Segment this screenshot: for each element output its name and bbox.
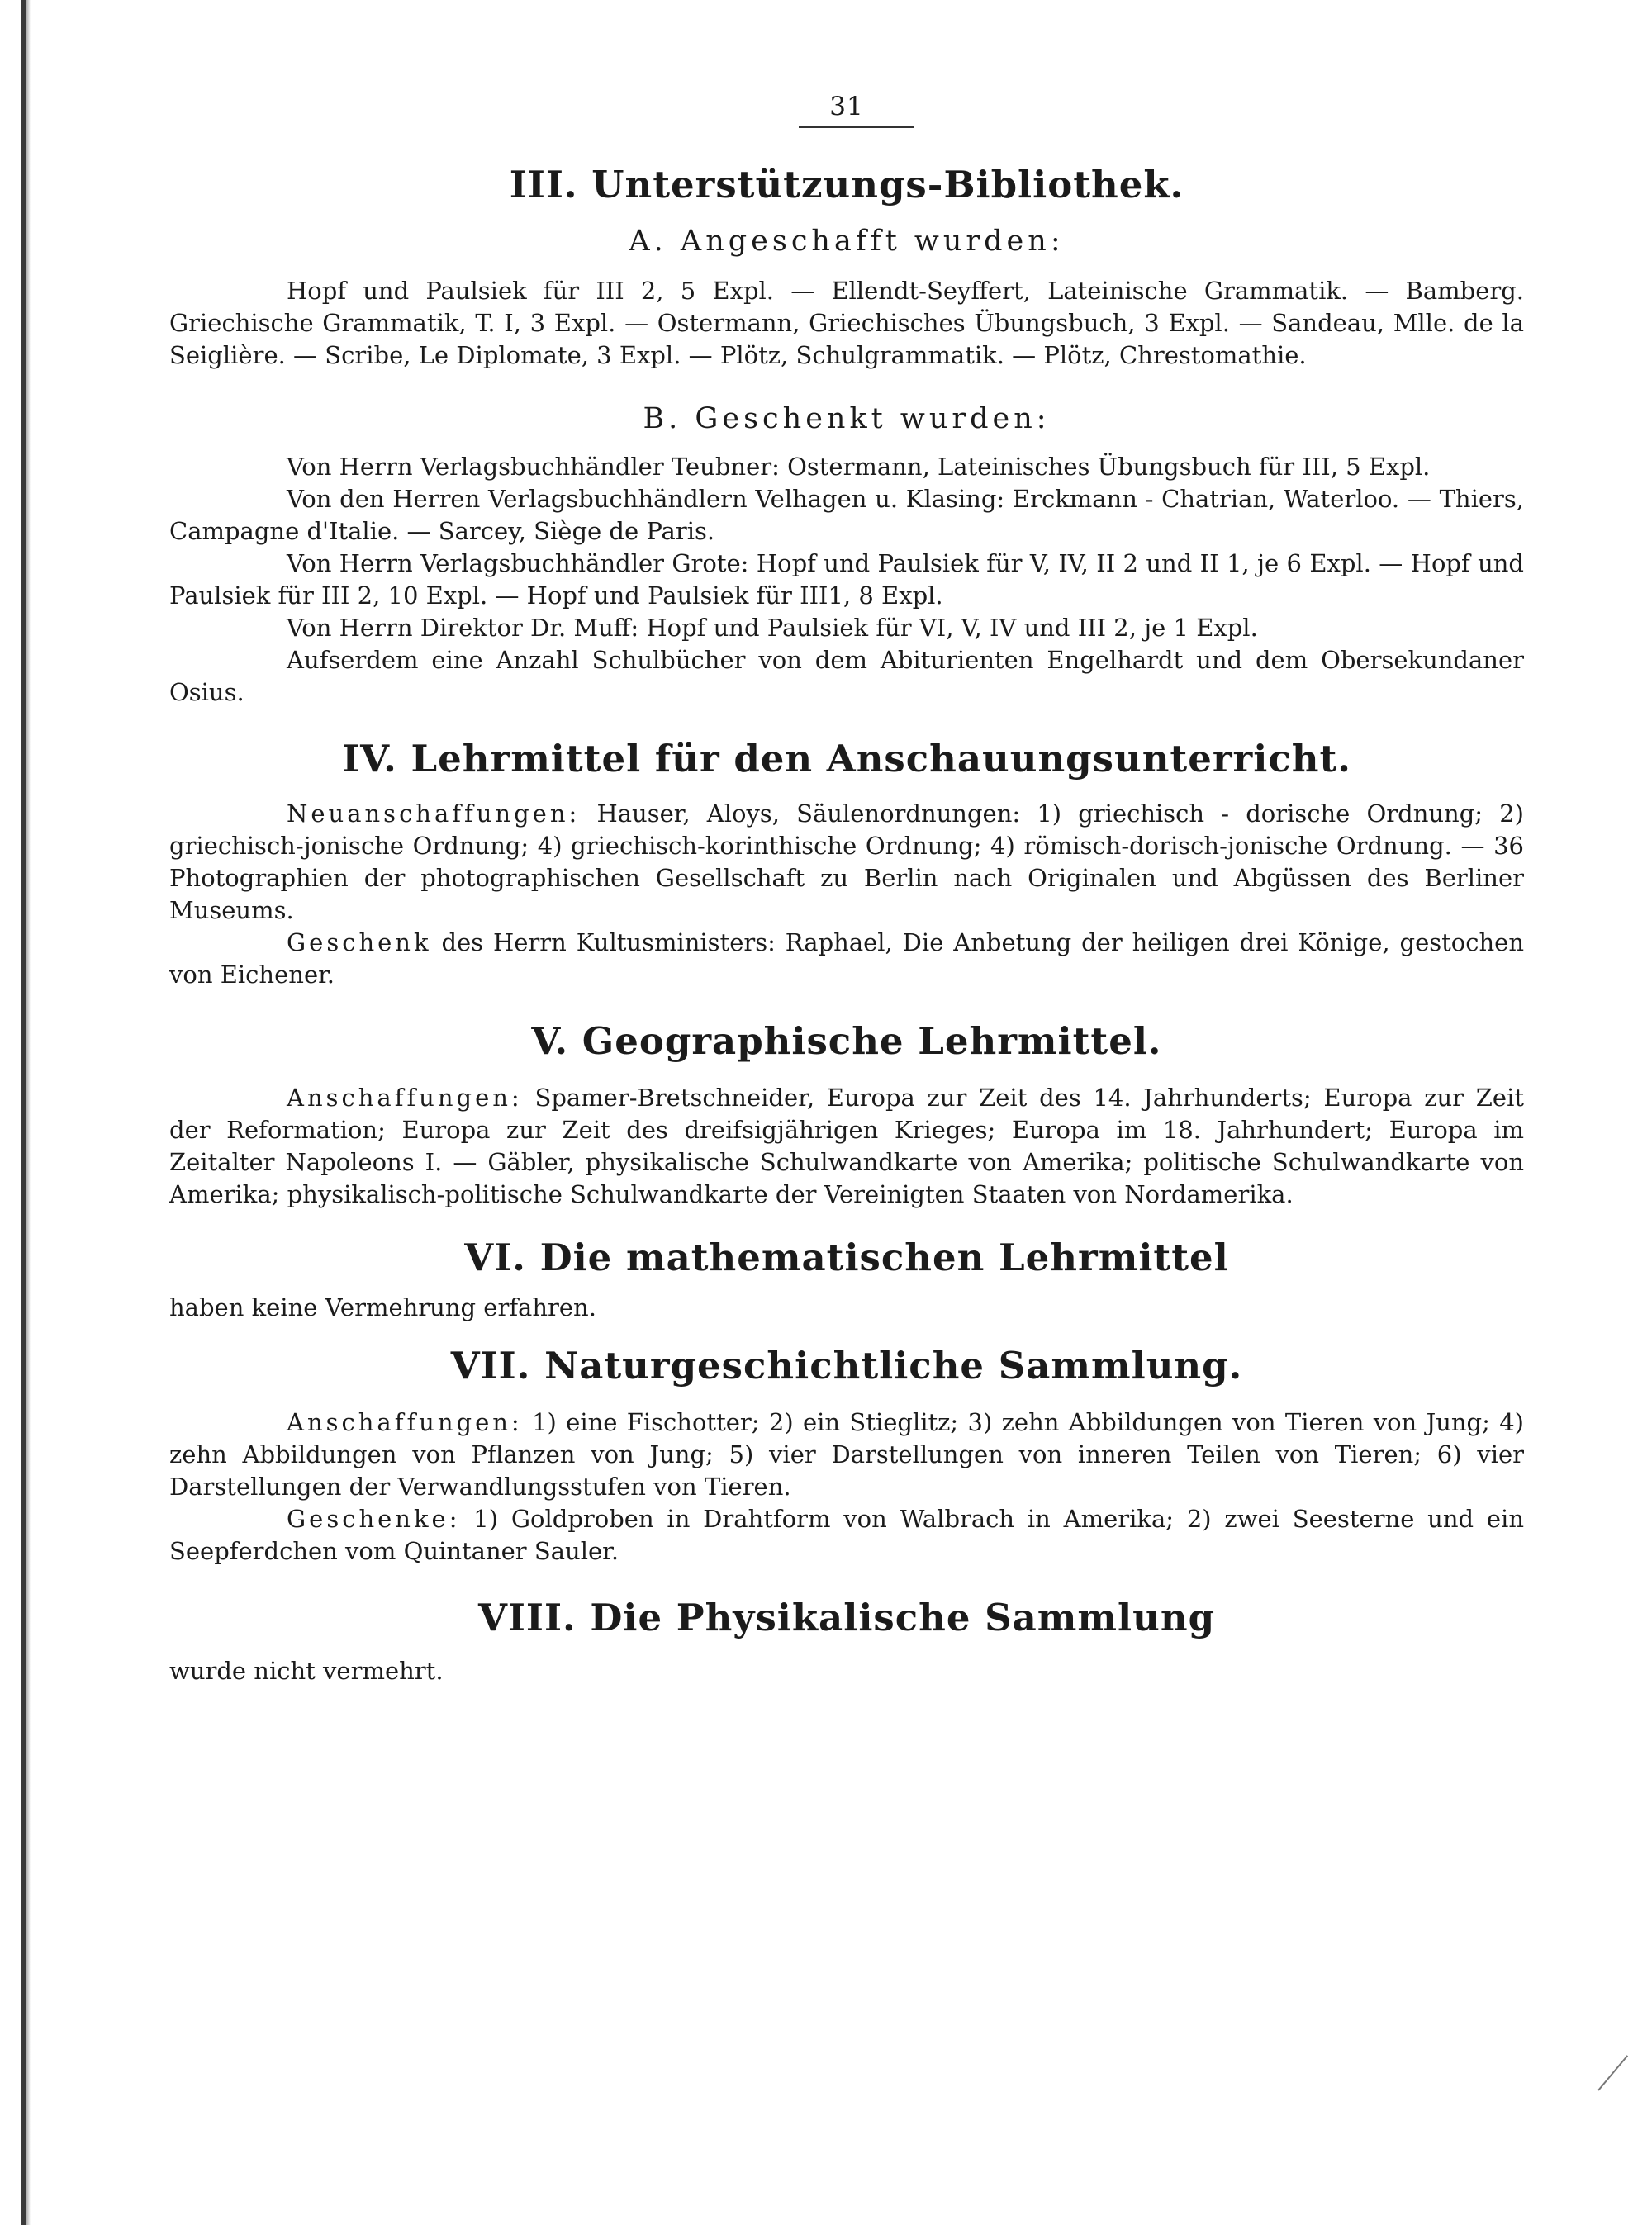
scan-corner-mark — [1597, 2055, 1628, 2090]
paragraph-geschenkt-velhagen: Von den Herren Verlagsbuchhändlern Velhagen u. Klasing: Erckmann - Chatrian, Waterloo. — Thiers, Campagne d'Italie. — Sarcey, Siège de Paris. — [169, 485, 1524, 545]
subsection-title-angeschafft: A. Angeschafft wurden: — [629, 225, 1065, 258]
paragraph-geographie-anschaffungen — [169, 1082, 1524, 1211]
label-geschenk: Geschenk — [287, 928, 432, 956]
paragraph-geschenkt-teubner: Von Herrn Verlagsbuchhändler Teubner: Ostermann, Lateinisches Übungsbuch für III, 5 Expl. — [287, 453, 1431, 481]
section-title-iv: IV. Lehrmittel für den Anschauungsunterricht. — [342, 737, 1351, 780]
section-title-v: V. Geographische Lehrmittel. — [531, 1019, 1162, 1063]
subsection-title-geschenkt: B. Geschenkt wurden: — [643, 402, 1051, 435]
paragraph-geschenkt-grote: Von Herrn Verlagsbuchhändler Grote: Hopf und Paulsiek für V, IV, II 2 und II 1, je 6 Expl. — Hopf und Paulsiek für III 2, 10 Expl. — Hopf und Paulsiek für III1, 8 Expl. — [169, 549, 1524, 610]
paragraph-angeschafft: Hopf und Paulsiek für III 2, 5 Expl. — Ellendt-Seyffert, Lateinische Grammatik. — Bamberg. Griechische Grammatik, T. I, 3 Expl. — Ostermann, Griechisches Übungsbuch, 3 Expl. — Sandeau, Mlle. de la Seiglière. — Scribe, Le Diplomate, 3 Expl. — Plötz, Schulgrammatik. — Plötz, Chrestomathie. — [169, 277, 1524, 369]
label-anschaffungen-geographie: Anschaffungen: — [287, 1084, 523, 1112]
text-anschaffungen-natur: 1) eine Fischotter; 2) ein Stieglitz; 3) zehn Abbildungen von Tieren von Jung; 4) zehn Abbildungen von Pflanzen von Jung; 5) vier Darstellungen von inneren Teilen von Tieren; 6) vier Darstellungen der Verwandlungsstufen von Tieren. — [169, 1408, 1524, 1501]
text-neuanschaffungen: Hauser, Aloys, Säulenordnungen: 1) griechisch - dorische Ordnung; 2) griechisch-jonische Ordnung; 4) griechisch-korinthische Ordnung; 4) römisch-dorisch-jonische Ordnung. — 36 Photographien der photographischen Gesellschaft zu Berlin nach Originalen und Abgüssen des Berliner Museums. — [169, 799, 1524, 924]
paragraph-natur-anschaffungen — [169, 1407, 1524, 1503]
section-title-viii: VIII. Die Physikalische Sammlung — [477, 1596, 1216, 1639]
paragraph-neuanschaffungen — [169, 798, 1524, 927]
section-title-vii: VII. Naturgeschichtliche Sammlung. — [450, 1344, 1243, 1388]
label-neuanschaffungen: Neuanschaffungen: — [287, 799, 581, 828]
paragraph-geschenk-kultusminister — [169, 927, 1524, 991]
paragraph-natur-geschenke — [169, 1503, 1524, 1568]
paragraph-mathematik: haben keine Vermehrung erfahren. — [169, 1293, 596, 1321]
text-geschenk: des Herrn Kultusministers: Raphael, Die Anbetung der heiligen drei Könige, gestochen von Eichener. — [169, 928, 1524, 989]
page-number: 31 — [829, 92, 864, 121]
page-number-rule — [799, 126, 914, 128]
paragraph-geschenkt-schulbuecher: Aufserdem eine Anzahl Schulbücher von dem Abiturienten Engelhardt und dem Obersekundaner Osius. — [169, 646, 1524, 706]
document-page — [169, 91, 1524, 1687]
paragraph-physik: wurde nicht vermehrt. — [169, 1657, 444, 1685]
label-anschaffungen-natur: Anschaffungen: — [287, 1408, 523, 1436]
label-geschenke-natur: Geschenke: — [287, 1505, 461, 1533]
text-anschaffungen-geographie: Spamer-Bretschneider, Europa zur Zeit des 14. Jahrhunderts; Europa zur Zeit der Reformation; Europa zur Zeit des dreifsigjährigen Krieges; Europa im 18. Jahrhundert; Europa im Zeitalter Napoleons I. — Gäbler, physikalische Schulwandkarte von Amerika; politische Schulwandkarte von Amerika; physikalisch-politische Schulwandkarte der Vereinigten Staaten von Nordamerika. — [169, 1084, 1524, 1208]
text-geschenke-natur: 1) Goldproben in Drahtform von Walbrach in Amerika; 2) zwei Seesterne und ein Seepferdchen vom Quintaner Sauler. — [169, 1505, 1524, 1565]
scan-shadow-left — [26, 0, 31, 2225]
section-title-vi: VI. Die mathematischen Lehrmittel — [464, 1236, 1229, 1279]
section-title-iii: III. Unterstützungs-Bibliothek. — [509, 163, 1184, 206]
paragraph-geschenkt-muff: Von Herrn Direktor Dr. Muff: Hopf und Paulsiek für VI, V, IV und III 2, je 1 Expl. — [287, 614, 1258, 642]
